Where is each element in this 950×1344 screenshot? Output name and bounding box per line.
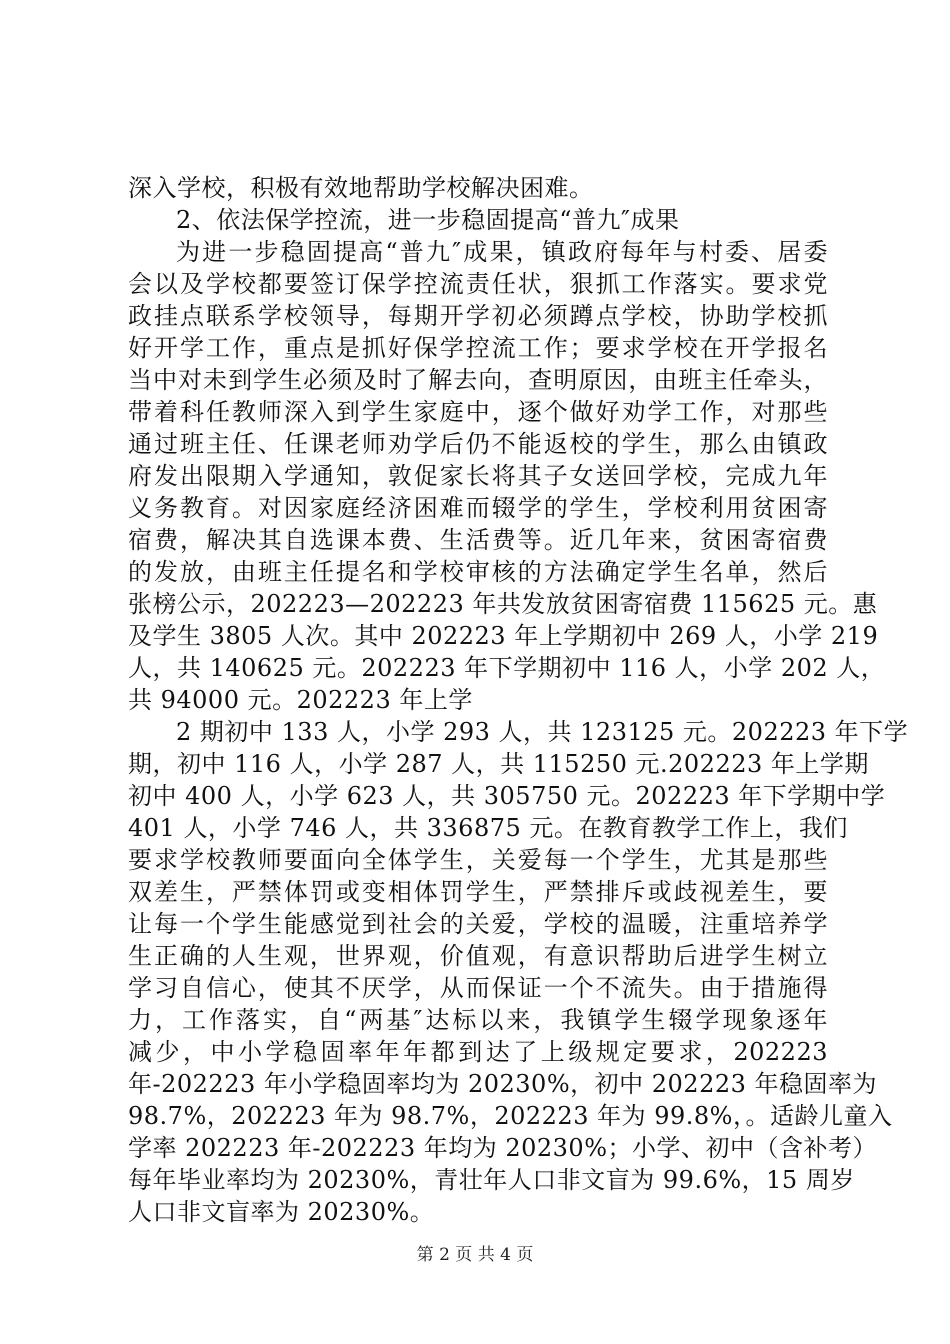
document-body <box>128 172 909 1228</box>
text-line: 期，初中 116 人，小学 287 人，共 115250 元.202223 年上学期 <box>128 750 869 778</box>
text-line: 宿费，解决其自选课本费、生活费等。近几年来，贫困寄宿费 <box>128 526 828 554</box>
text-line: 学习自信心，使其不厌学，从而保证一个不流失。由于措施得 <box>128 974 828 1002</box>
text-line: 共 94000 元。202223 年上学 <box>128 686 473 714</box>
text-line: 会以及学校都要签订保学控流责任状，狠抓工作落实。要求党 <box>128 270 828 298</box>
text-line: 双差生，严禁体罚或变相体罚学生，严禁排斥或歧视差生，要 <box>128 878 828 906</box>
text-line: 学率 202223 年-202223 年均为 20230%；小学、初中（含补考） <box>128 1134 878 1162</box>
text-line: 要求学校教师要面向全体学生，关爱每一个学生，尤其是那些 <box>128 846 828 874</box>
section-heading: 2、依法保学控流，进一步稳固提高“普九″成果 <box>176 206 680 234</box>
text-line: 政挂点联系学校领导，每期开学初必须蹲点学校，协助学校抓 <box>128 302 828 330</box>
text-line: 年-202223 年小学稳固率均为 20230%，初中 202223 年稳固率为 <box>128 1070 878 1098</box>
text-line: 好开学工作，重点是抓好保学控流工作；要求学校在开学报名 <box>128 334 828 362</box>
text-line: 及学生 3805 人次。其中 202223 年上学期初中 269 人，小学 219 <box>128 622 879 650</box>
text-line: 2 期初中 133 人，小学 293 人，共 123125 元。202223 年下学 <box>176 718 909 746</box>
text-line: 深入学校，积极有效地帮助学校解决困难。 <box>128 174 594 202</box>
text-line: 生正确的人生观，世界观，价值观，有意识帮助后进学生树立 <box>128 942 828 970</box>
text-line: 的发放，由班主任提名和学校审核的方法确定学生名单，然后 <box>128 558 828 586</box>
text-line: 义务教育。对因家庭经济困难而辍学的学生，学校利用贫困寄 <box>128 494 828 522</box>
text-line: 力，工作落实，自“两基″达标以来，我镇学生辍学现象逐年 <box>128 1006 828 1034</box>
text-line: 98.7%，202223 年为 98.7%，202223 年为 99.8%，。适龄儿童入 <box>128 1102 893 1130</box>
text-line: 张榜公示，202223—202223 年共发放贫困寄宿费 115625 元。惠 <box>128 590 878 618</box>
text-line: 带着科任教师深入到学生家庭中，逐个做好劝学工作，对那些 <box>128 398 828 426</box>
text-line: 当中对未到学生必须及时了解去向，查明原因，由班主任牵头， <box>128 366 828 394</box>
page-number-footer: 第 2 页 共 4 页 <box>416 1245 534 1265</box>
text-line: 通过班主任、任课老师劝学后仍不能返校的学生，那么由镇政 <box>128 430 828 458</box>
text-line: 减少，中小学稳固率年年都到达了上级规定要求，202223 <box>128 1038 828 1066</box>
text-line: 初中 400 人，小学 623 人，共 305750 元。202223 年下学期中学 <box>128 782 886 810</box>
text-line: 人，共 140625 元。202223 年下学期初中 116 人，小学 202 人， <box>128 654 886 682</box>
text-line: 为进一步稳固提高“普九″成果，镇政府每年与村委、居委 <box>176 238 828 266</box>
text-line: 人口非文盲率为 20230%。 <box>128 1198 435 1226</box>
text-line: 每年毕业率均为 20230%，青壮年人口非文盲为 99.6%，15 周岁 <box>128 1166 855 1194</box>
text-line: 401 人，小学 746 人，共 336875 元。在教育教学工作上，我们 <box>128 814 848 842</box>
text-line: 府发出限期入学通知，敦促家长将其子女送回学校，完成九年 <box>128 462 828 490</box>
text-line: 让每一个学生能感觉到社会的关爱，学校的温暖，注重培养学 <box>128 910 828 938</box>
